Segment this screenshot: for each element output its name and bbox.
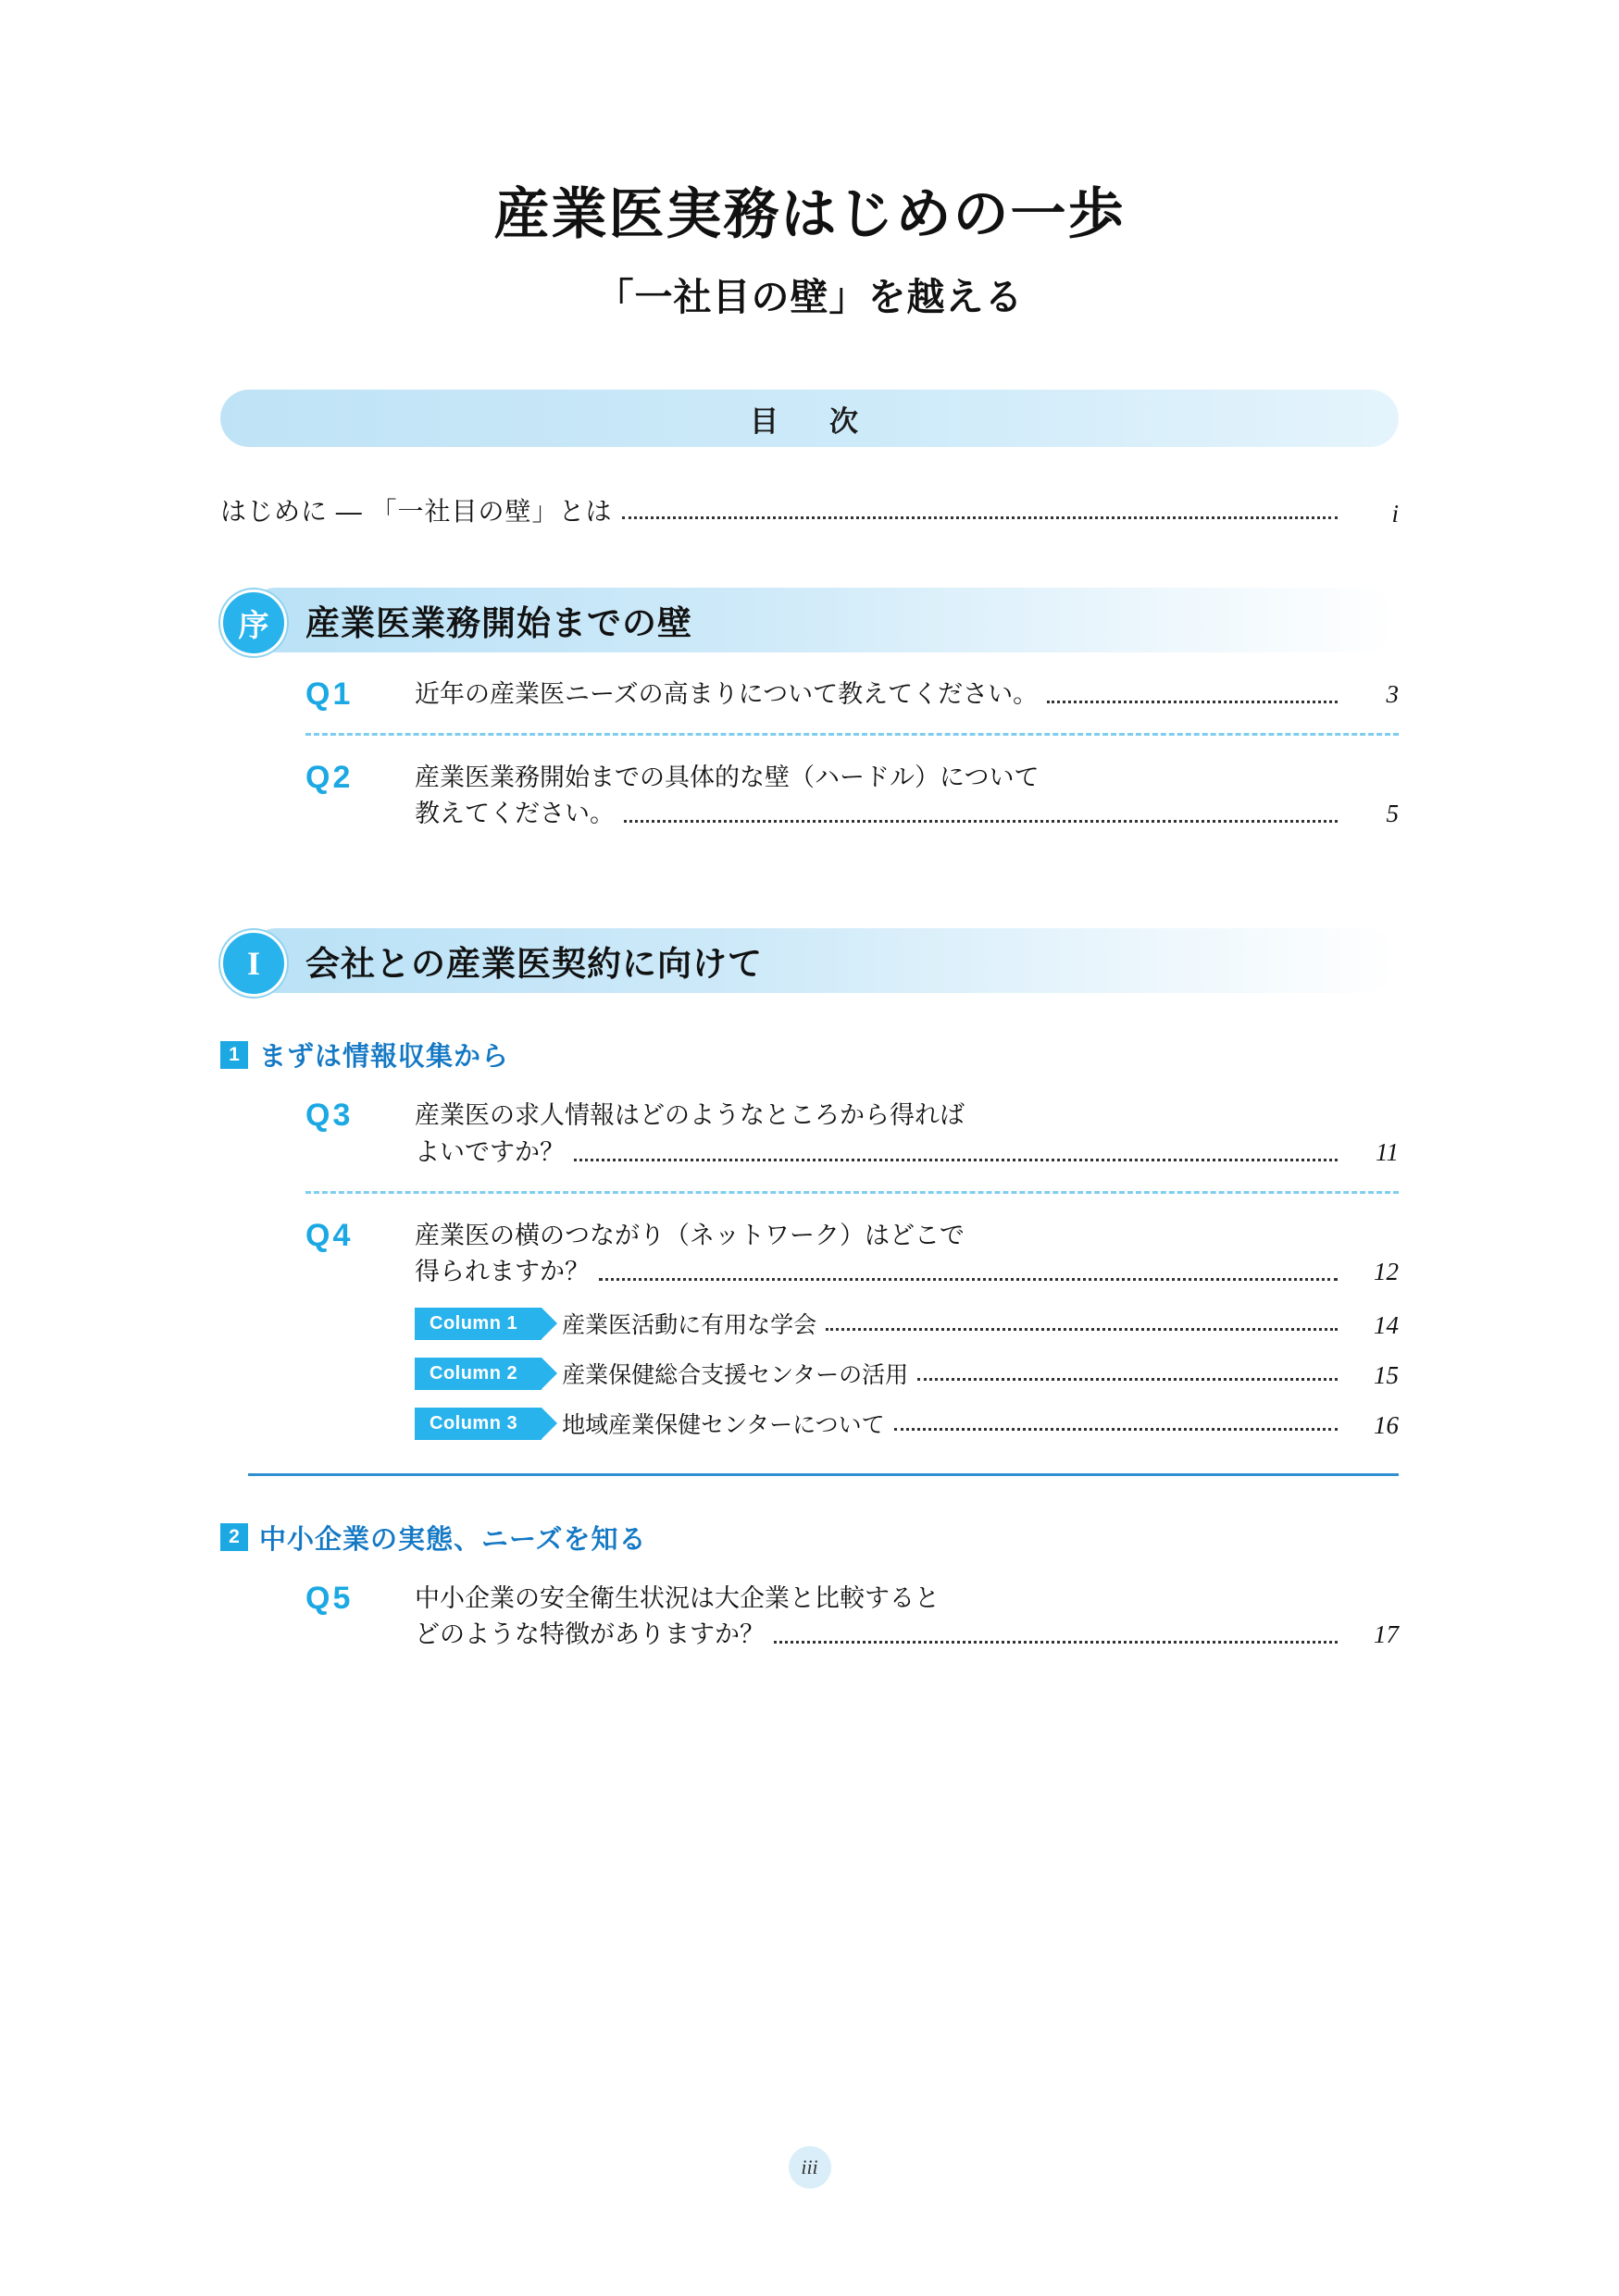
column-tag-3: Column 3 (415, 1408, 542, 1440)
toc-entry-q4[interactable] (220, 1218, 1399, 1290)
toc-entry-q5-page: 17 (1374, 1620, 1399, 1649)
column-page-3: 16 (1374, 1410, 1399, 1439)
toc-entry-q1-text: 近年の産業医ニーズの高まりについて教えてください。 (415, 680, 1039, 708)
toc-entry-q4-text-line2: 得られますか？ (415, 1257, 590, 1285)
chapter-title-0: 産業医業務開始までの壁 (305, 604, 692, 642)
column-tag-1: Column 1 (415, 1308, 542, 1340)
column-title-3: 地域産業保健センターについて (562, 1411, 885, 1438)
toc-entry-intro-label: はじめに ― 「一社目の壁」とは (220, 497, 613, 526)
leader-dots (622, 515, 1338, 519)
section-header-2 (220, 1519, 1399, 1557)
toc-banner-label: 目 次 (750, 404, 869, 438)
chapter-header-1 (220, 928, 1399, 993)
toc-entry-q2-text-line2: 教えてください。 (415, 800, 615, 828)
title-block (0, 181, 1619, 321)
leader-dots (1047, 700, 1338, 703)
leader-dots (774, 1640, 1338, 1644)
column-title-1: 産業医活動に有用な学会 (562, 1311, 817, 1338)
toc-entry-q2[interactable] (220, 760, 1399, 832)
toc-entry-q3-text-line2: よいですか？ (415, 1137, 565, 1166)
toc-entry-q4-text-line1: 産業医の横のつながり（ネットワーク）はどこで (415, 1221, 965, 1249)
chapter-title-1: 会社との産業医契約に向けて (305, 945, 763, 984)
toc-entry-column-2[interactable] (220, 1357, 1399, 1390)
column-tag-2: Column 2 (415, 1358, 542, 1390)
page-title: 産業医実務はじめの一歩 (493, 183, 1126, 245)
entry-divider (305, 733, 1399, 736)
toc-entry-q2-page: 5 (1386, 800, 1399, 828)
leader-dots (599, 1277, 1338, 1281)
toc-entry-q2-number: Q2 (305, 760, 354, 796)
toc-entry-q3[interactable] (220, 1098, 1399, 1170)
toc-entry-q1-page: 3 (1386, 680, 1399, 708)
chapter-header-0 (220, 588, 1399, 652)
toc-entry-q5-text-line2: どのような特徴がありますか？ (415, 1620, 765, 1649)
page-subtitle: 「一社目の壁」を越える (595, 276, 1024, 318)
section-title-2: 中小企業の実態、ニーズを知る (259, 1524, 647, 1555)
column-page-2: 15 (1374, 1360, 1399, 1389)
toc-entry-column-1[interactable] (220, 1307, 1399, 1340)
leader-dots (894, 1427, 1338, 1431)
chapter-badge-icon: 序 (220, 590, 287, 656)
section-divider (248, 1473, 1399, 1476)
toc-entry-q5-number: Q5 (305, 1580, 354, 1616)
entry-divider (305, 1191, 1399, 1194)
section-number-badge: 1 (220, 1041, 248, 1069)
toc-entry-q1[interactable] (220, 676, 1399, 713)
page-number: iii (789, 2146, 831, 2189)
page-folio (0, 2146, 1619, 2189)
toc-entry-q5-text-line1: 中小企業の安全衛生状況は大企業と比較すると (415, 1583, 940, 1612)
toc-banner (220, 390, 1399, 447)
leader-dots (917, 1377, 1338, 1381)
toc-entry-column-3[interactable] (220, 1407, 1399, 1440)
toc-entry-q3-number: Q3 (305, 1098, 354, 1134)
toc-entry-q3-page: 11 (1376, 1137, 1399, 1166)
section-title-1: まずは情報収集から (259, 1042, 510, 1073)
leader-dots (574, 1158, 1338, 1161)
toc-entry-q1-number: Q1 (305, 676, 354, 712)
section-number-badge: 2 (220, 1523, 248, 1551)
spacer (0, 832, 1619, 869)
leader-dots (826, 1327, 1338, 1331)
toc-entry-intro[interactable] (220, 491, 1399, 528)
toc-entry-q5[interactable] (220, 1581, 1399, 1653)
column-title-2: 産業保健総合支援センターの活用 (562, 1361, 909, 1388)
toc-entry-q2-text-line1: 産業医業務開始までの具体的な壁（ハードル）について (415, 763, 1040, 792)
chapter-badge-icon: I (220, 930, 287, 997)
toc-entry-q4-number: Q4 (305, 1217, 354, 1253)
section-header-1 (220, 1036, 1399, 1074)
toc-entry-intro-page: i (1391, 500, 1399, 527)
toc-entry-q3-text-line1: 産業医の求人情報はどのようなところから得れば (415, 1101, 965, 1130)
column-page-1: 14 (1374, 1310, 1399, 1339)
toc-entry-q4-page: 12 (1374, 1257, 1399, 1285)
leader-dots (624, 819, 1338, 823)
